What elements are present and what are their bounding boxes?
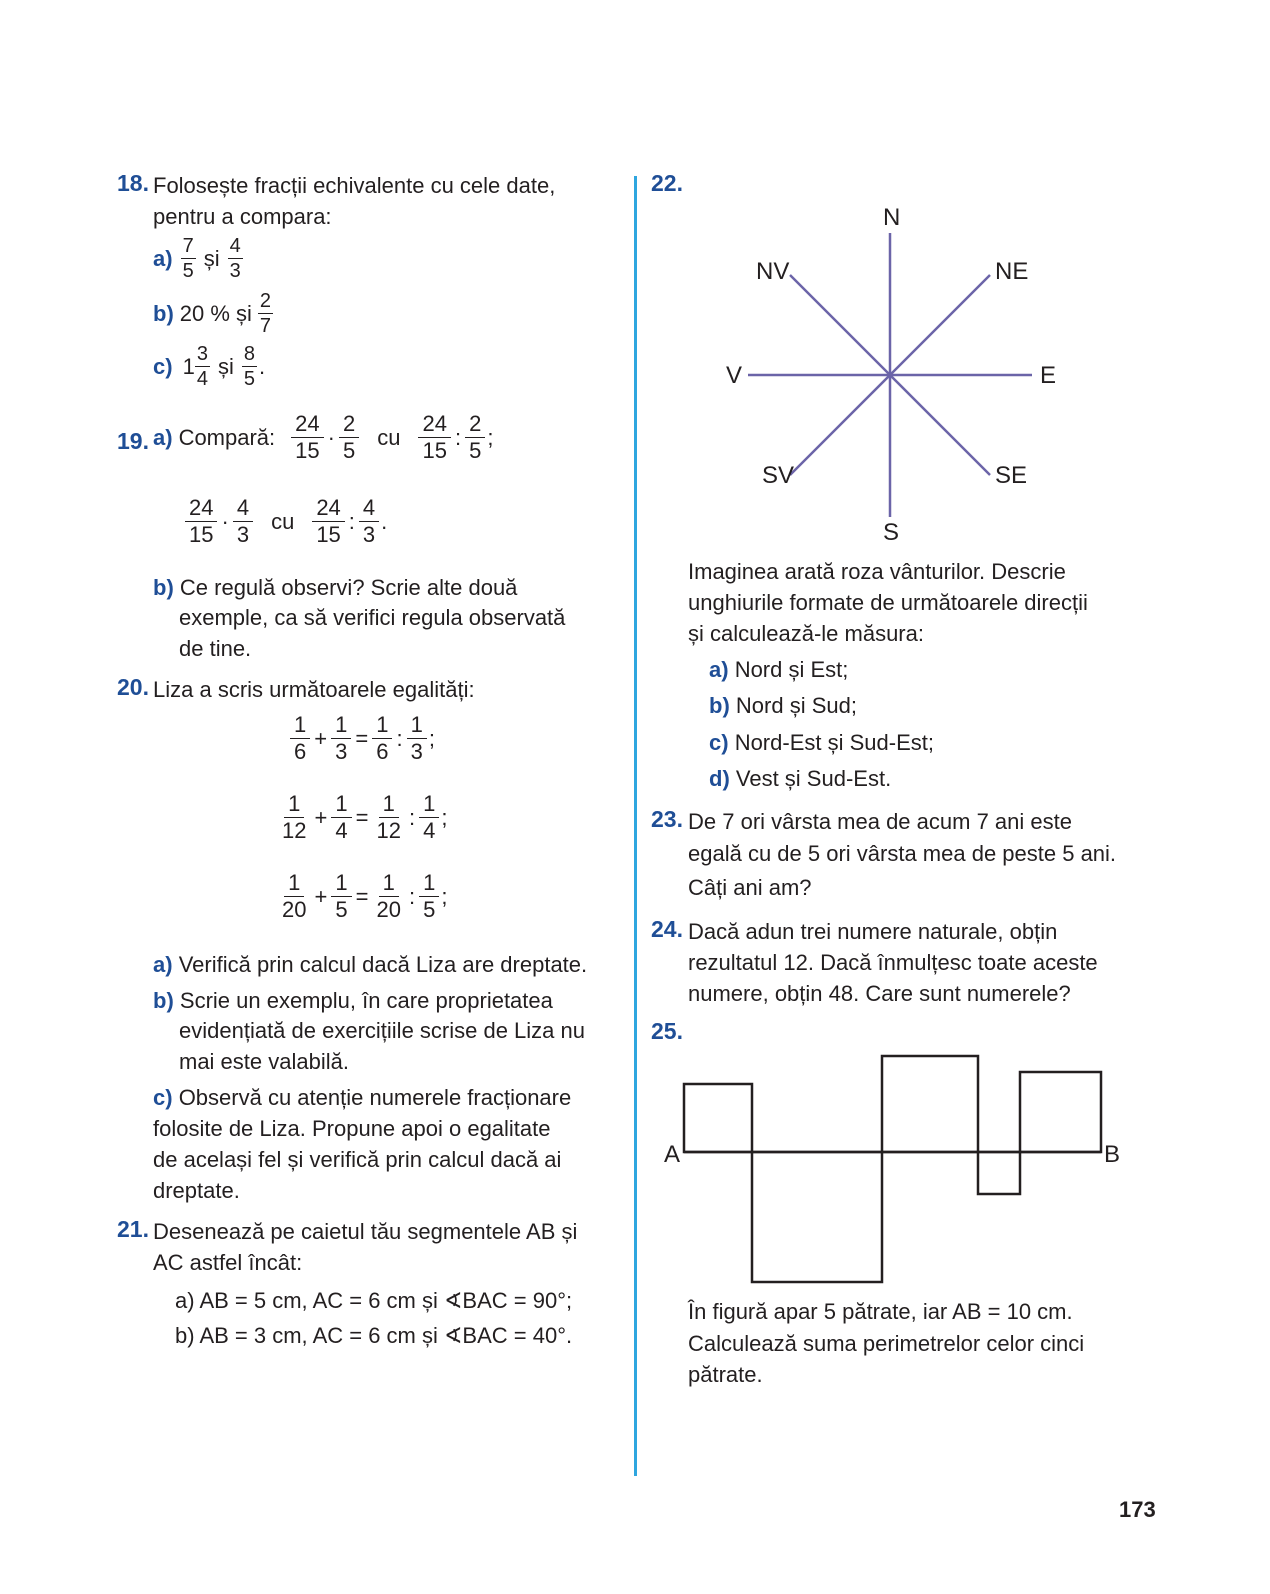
- exercise-20c-line2: folosite de Liza. Propune apoi o egalitate: [153, 1116, 551, 1141]
- period: .: [381, 508, 388, 534]
- exercise-25-number: 25.: [651, 1018, 683, 1044]
- operator: ·: [327, 424, 335, 450]
- fraction: [258, 291, 273, 336]
- numerator: 2: [465, 413, 485, 438]
- equation-3: [276, 872, 447, 921]
- denominator: 5: [243, 368, 255, 390]
- exercise-25-line1: În figură apar 5 pătrate, iar AB = 10 cm.: [688, 1299, 1073, 1324]
- denominator: 3: [410, 739, 423, 764]
- denominator: 3: [236, 522, 250, 547]
- exercise-21-number: 21.: [117, 1216, 149, 1242]
- exercise-23-line2: egală cu de 5 ori vârsta mea de peste 5 ani.: [688, 841, 1117, 866]
- period: .: [258, 353, 266, 379]
- denominator: 5: [342, 438, 356, 463]
- exercise-20a-text: Verifică prin calcul dacă Liza are dreptate.: [178, 952, 588, 977]
- fraction: [372, 793, 404, 842]
- fraction: [419, 793, 439, 842]
- equation-2: [276, 793, 447, 842]
- exercise-19b-line1: [153, 572, 517, 603]
- exercise-19a-row1: [153, 413, 493, 462]
- numerator: 2: [259, 290, 272, 312]
- label-south: S: [883, 519, 900, 546]
- exercise-20c-line3: de același fel și verifică prin calcul dacă ai: [153, 1147, 562, 1172]
- word-cu: cu: [271, 508, 295, 534]
- square-5: [1020, 1072, 1101, 1152]
- square-4: [978, 1152, 1020, 1194]
- equals-sign: =: [355, 725, 369, 751]
- label-west: V: [726, 362, 743, 389]
- denominator: 20: [376, 897, 401, 922]
- compass-rose-figure: [720, 195, 1080, 555]
- fraction: [465, 413, 485, 462]
- operator: :: [454, 424, 462, 450]
- division-sign: :: [408, 804, 416, 830]
- exercise-22d: [709, 763, 891, 794]
- exercise-22a: [709, 654, 848, 685]
- numerator: 2: [339, 413, 359, 438]
- numerator: 4: [233, 497, 253, 522]
- denominator: 5: [182, 260, 194, 282]
- exercise-21b: b) AB = 3 cm, AC = 6 cm și ∢BAC = 40°.: [175, 1323, 573, 1348]
- denominator: 7: [259, 315, 272, 337]
- exercise-22a-text: Nord și Est;: [734, 657, 849, 682]
- label-east: E: [1040, 362, 1057, 389]
- point-b-label: B: [1104, 1141, 1121, 1168]
- fraction: [185, 497, 217, 546]
- denominator: 15: [295, 438, 320, 463]
- squares-figure: [655, 1040, 1135, 1300]
- semicolon: ;: [441, 804, 448, 830]
- exercise-23-number: 23.: [651, 806, 683, 832]
- exercise-19b-line2: exemple, ca să verifici regula observată: [179, 605, 566, 630]
- fraction: [242, 344, 257, 389]
- exercise-18b: [153, 291, 275, 336]
- fraction: [331, 793, 351, 842]
- exercise-19a-row2: [183, 497, 387, 546]
- fraction: [372, 714, 392, 763]
- fraction: [312, 497, 344, 546]
- exercise-21a: a) AB = 5 cm, AC = 6 cm și ∢BAC = 90°;: [175, 1288, 573, 1313]
- division-sign: :: [396, 725, 403, 751]
- exercise-22c-label: c): [709, 730, 729, 755]
- exercise-20c-line4: dreptate.: [153, 1178, 240, 1203]
- fraction: [228, 236, 243, 281]
- denominator: 6: [294, 739, 307, 764]
- numerator: 1: [407, 714, 427, 739]
- numerator: 24: [418, 413, 450, 438]
- denominator: 3: [362, 522, 376, 547]
- exercise-19a-text: Compară:: [178, 424, 276, 450]
- exercise-25-line2: Calculează suma perimetrelor celor cinci: [688, 1331, 1085, 1356]
- exercise-20a-label: a): [153, 952, 173, 977]
- exercise-22-number: 22.: [651, 170, 683, 196]
- semicolon: ;: [487, 424, 494, 450]
- exercise-18b-label: b): [153, 300, 174, 326]
- denominator: 3: [335, 739, 348, 764]
- fraction: [195, 344, 210, 389]
- numerator: 24: [312, 497, 344, 522]
- word-cu: cu: [377, 424, 401, 450]
- exercise-20c-line1: [153, 1082, 571, 1113]
- denominator: 5: [423, 897, 436, 922]
- numerator: 1: [379, 872, 399, 897]
- fraction: [278, 872, 310, 921]
- squares-outline: [684, 1056, 1101, 1282]
- numerator: 24: [185, 497, 217, 522]
- label-southeast: SE: [995, 462, 1028, 489]
- square-1: [684, 1084, 752, 1152]
- numerator: 8: [243, 343, 255, 365]
- exercise-24-number: 24.: [651, 916, 683, 942]
- exercise-23-line3: Câți ani am?: [688, 875, 812, 900]
- square-3: [882, 1056, 978, 1152]
- plus-sign: +: [314, 725, 328, 751]
- exercise-20b-line2: evidențiată de exercițiile scrise de Liza nu: [179, 1018, 586, 1043]
- fraction: [233, 497, 253, 546]
- operator: :: [348, 508, 355, 534]
- exercise-20b-label: b): [153, 988, 174, 1013]
- exercise-18c-label: c): [153, 353, 173, 379]
- exercise-22c: [709, 727, 934, 758]
- numerator: 1: [331, 793, 351, 818]
- plus-sign: +: [314, 804, 328, 830]
- point-a-label: A: [664, 1141, 681, 1168]
- numerator: 7: [182, 235, 194, 257]
- square-2: [752, 1152, 882, 1282]
- exercise-23-line1: De 7 ori vârsta mea de acum 7 ani este: [688, 809, 1072, 834]
- exercise-20-number: 20.: [117, 674, 149, 700]
- numerator: 1: [331, 714, 351, 739]
- exercise-24-line1: Dacă adun trei numere naturale, obțin: [688, 919, 1058, 944]
- fraction: [419, 872, 439, 921]
- exercise-22-line2: unghiurile formate de următoarele direcții: [688, 590, 1088, 615]
- fraction: [407, 714, 427, 763]
- numerator: 1: [419, 793, 439, 818]
- numerator: 1: [372, 714, 392, 739]
- plus-sign: +: [314, 883, 328, 909]
- denominator: 5: [469, 438, 482, 463]
- numerator: 4: [359, 497, 379, 522]
- exercise-22-line3: și calculează-le măsura:: [688, 621, 924, 646]
- numerator: 1: [379, 793, 399, 818]
- mixed-whole: 1: [182, 353, 195, 379]
- denominator: 12: [282, 818, 307, 843]
- exercise-22b-label: b): [709, 693, 730, 718]
- denominator: 12: [376, 818, 401, 843]
- numerator: 1: [331, 872, 351, 897]
- exercise-24-line2: rezultatul 12. Dacă înmulțesc toate aceste: [688, 950, 1098, 975]
- fraction: [418, 413, 450, 462]
- denominator: 4: [423, 818, 436, 843]
- equation-1: [288, 714, 435, 763]
- fraction: [331, 714, 351, 763]
- exercise-18a: [153, 236, 245, 281]
- exercise-20b-text: Scrie un exemplu, în care proprietatea: [179, 988, 553, 1013]
- label-southwest: SV: [762, 462, 795, 489]
- exercise-18b-text: 20 % și: [179, 300, 252, 326]
- numerator: 1: [284, 793, 304, 818]
- exercise-22-line1: Imaginea arată roza vânturilor. Descrie: [688, 559, 1066, 584]
- denominator: 5: [335, 897, 348, 922]
- fraction: [339, 413, 359, 462]
- exercise-18a-label: a): [153, 245, 173, 271]
- fraction: [181, 236, 196, 281]
- division-sign: :: [408, 883, 416, 909]
- exercise-25-line3: pătrate.: [688, 1362, 763, 1387]
- label-north: N: [883, 204, 901, 231]
- denominator: 4: [335, 818, 348, 843]
- exercise-22a-label: a): [709, 657, 729, 682]
- exercise-18-text-line1: Folosește fracții echivalente cu cele date,: [153, 173, 556, 198]
- exercise-22b: [709, 690, 857, 721]
- numerator: 1: [419, 872, 439, 897]
- exercise-22d-text: Vest și Sud-Est.: [735, 766, 892, 791]
- conjunction: și: [203, 245, 220, 271]
- exercise-20c-text: Observă cu atenție numerele fracționare: [178, 1085, 572, 1110]
- fraction: [359, 497, 379, 546]
- exercise-20-text: Liza a scris următoarele egalități:: [153, 677, 475, 702]
- fraction: [290, 714, 310, 763]
- exercise-18c: [153, 344, 265, 389]
- denominator: 6: [376, 739, 389, 764]
- exercise-18-number: 18.: [117, 170, 149, 196]
- semicolon: ;: [428, 725, 435, 751]
- numerator: 1: [290, 714, 310, 739]
- denominator: 4: [196, 368, 208, 390]
- label-northwest: NV: [756, 258, 790, 285]
- exercise-22c-text: Nord-Est și Sud-Est;: [734, 730, 934, 755]
- numerator: 24: [291, 413, 323, 438]
- equals-sign: =: [355, 804, 369, 830]
- exercise-18-text-line2: pentru a compara:: [153, 204, 332, 229]
- equals-sign: =: [355, 883, 369, 909]
- exercise-20b-line1: [153, 985, 553, 1016]
- numerator: 3: [196, 343, 208, 365]
- exercise-22b-text: Nord și Sud;: [735, 693, 857, 718]
- exercise-20b-line3: mai este valabilă.: [179, 1049, 349, 1074]
- exercise-19a-label: a): [153, 424, 173, 450]
- page-number: 173: [1119, 1497, 1156, 1522]
- semicolon: ;: [441, 883, 448, 909]
- fraction: [278, 793, 310, 842]
- exercise-21-line1: Desenează pe caietul tău segmentele AB și: [153, 1219, 578, 1244]
- fraction: [372, 872, 404, 921]
- denominator: 20: [282, 897, 307, 922]
- denominator: 15: [316, 522, 341, 547]
- denominator: 15: [189, 522, 214, 547]
- exercise-21-line2: AC astfel încât:: [153, 1250, 303, 1275]
- exercise-20c-label: c): [153, 1085, 173, 1110]
- denominator: 3: [229, 260, 241, 282]
- exercise-20a: [153, 949, 587, 980]
- denominator: 15: [422, 438, 447, 463]
- numerator: 4: [229, 235, 241, 257]
- exercise-19b-label: b): [153, 575, 174, 600]
- numerator: 1: [284, 872, 304, 897]
- fraction: [331, 872, 351, 921]
- conjunction: și: [217, 353, 234, 379]
- label-northeast: NE: [995, 258, 1029, 285]
- exercise-24-line3: numere, obțin 48. Care sunt numerele?: [688, 981, 1071, 1006]
- exercise-22d-label: d): [709, 766, 730, 791]
- exercise-19-number: 19.: [117, 428, 149, 454]
- fraction: [291, 413, 323, 462]
- operator: ·: [221, 508, 229, 534]
- exercise-19b-line3: de tine.: [179, 636, 252, 661]
- exercise-19b-text: Ce regulă observi? Scrie alte două: [179, 575, 518, 600]
- column-divider: [634, 176, 637, 1476]
